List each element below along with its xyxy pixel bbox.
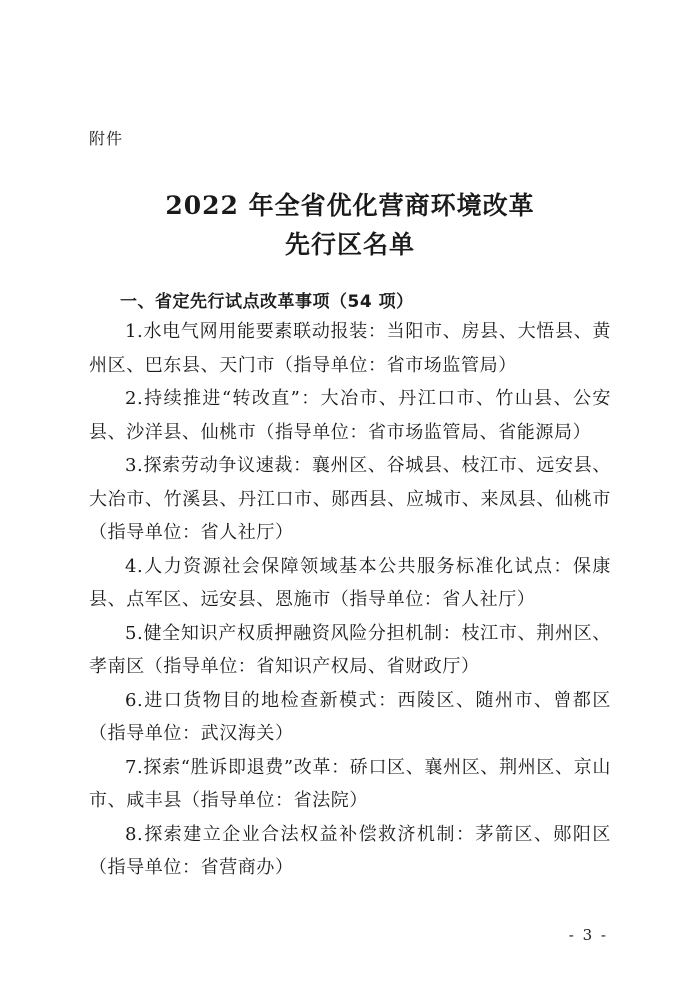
list-item: 3.探索劳动争议速裁：襄州区、谷城县、枝江市、远安县、大冶市、竹溪县、丹江口市、郧西县、应城市、来凤县、仙桃市（指导单位：省人社厅） xyxy=(89,455,611,543)
section-heading: 一、省定先行试点改革事项（54 项） xyxy=(120,292,414,312)
page-number: - 3 - xyxy=(568,926,608,944)
list-item: 6.进口货物目的地检查新模式：西陵区、随州市、曾都区（指导单位：武汉海关） xyxy=(89,689,611,744)
list-item: 2.持续推进“转改直”：大冶市、丹江口市、竹山县、公安县、沙洋县、仙桃市（指导单位：省市场监管局、省能源局） xyxy=(89,388,611,443)
list-item: 1.水电气网用能要素联动报装：当阳市、房县、大悟县、黄州区、巴东县、天门市（指导单位：省市场监管局） xyxy=(89,321,611,376)
list-item: 7.探索“胜诉即退费”改革：硚口区、襄州区、荆州区、京山市、咸丰县（指导单位：省法院） xyxy=(89,756,611,811)
list-item: 4.人力资源社会保障领域基本公共服务标准化试点：保康县、点军区、远安县、恩施市（指导单位：省人社厅） xyxy=(89,555,611,610)
list-item: 5.健全知识产权质押融资风险分担机制：枝江市、荆州区、孝南区（指导单位：省知识产权局、省财政厅） xyxy=(89,622,611,677)
document-title-line-1: 2022 年全省优化营商环境改革 xyxy=(165,191,535,220)
reform-item-list xyxy=(89,315,611,885)
document-title-line-2: 先行区名单 xyxy=(284,230,415,259)
attachment-label: 附件 xyxy=(89,129,124,148)
list-item: 8.探索建立企业合法权益补偿救济机制：茅箭区、郧阳区（指导单位：省营商办） xyxy=(89,823,611,878)
